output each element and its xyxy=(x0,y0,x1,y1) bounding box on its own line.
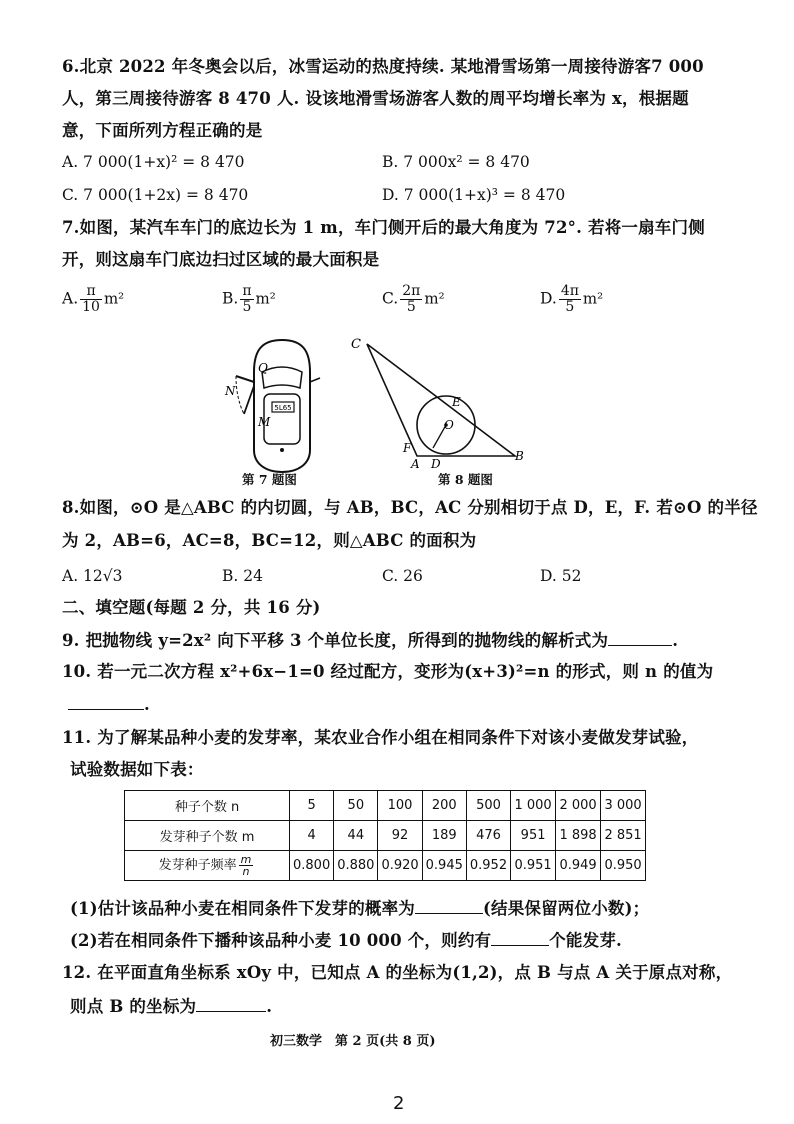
q12-line2: 则点 B 的坐标为 . xyxy=(70,997,273,1016)
figure-8-label-e: E xyxy=(452,395,461,409)
table-header-seeds: 种子个数 n xyxy=(125,791,290,821)
figure-7-label-m: M xyxy=(258,415,271,429)
q8-option-d: D. 52 xyxy=(540,567,582,585)
page-footer: 初三数学 第 2 页(共 8 页) xyxy=(270,1034,436,1049)
q6-option-c: C. 7 000(1+2x) = 8 470 xyxy=(62,186,249,204)
q6-option-b: B. 7 000x² = 8 470 xyxy=(382,153,530,171)
q9-text: 9. 把抛物线 y=2x² 向下平移 3 个单位长度，所得到的抛物线的解析式为 xyxy=(62,631,609,650)
q7-option-a: A. $\frac{\pi}{10}$ m² xyxy=(62,283,125,315)
table-row: 发芽种子频率 $\frac{m}{n}$ 0.800 0.880 0.920 0.945 0.952 0.951 0.949 0.950 xyxy=(125,851,646,881)
q10-answer-blank[interactable] xyxy=(68,693,144,710)
q9-answer-blank[interactable] xyxy=(608,629,672,646)
q12-answer-blank[interactable] xyxy=(196,995,266,1012)
q6-line2: 人，第三周接待游客 8 470 人. 设该地滑雪场游客人数的周平均增长率为 x，根据题 xyxy=(62,89,689,108)
q8-line2: 为 2，AB=6，AC=8，BC=12，则△ABC 的面积为 xyxy=(62,531,477,550)
table-row: 发芽种子个数 m 4 44 92 189 476 951 1 898 2 851 xyxy=(125,821,646,851)
q7-line2: 开，则这扇车门底边扫过区域的最大面积是 xyxy=(62,250,380,269)
q6-option-d: D. 7 000(1+x)³ = 8 470 xyxy=(382,186,566,204)
table-header-germinated: 发芽种子个数 m xyxy=(125,821,290,851)
q7-line1: 7.如图，某汽车车门的底边长为 1 m，车门侧开后的最大角度为 72°. 若将一扇车门侧 xyxy=(62,218,705,237)
q12-line1: 12. 在平面直角坐标系 xOy 中，已知点 A 的坐标为(1,2)，点 B 与点 A 关于原点对称， xyxy=(62,963,733,982)
q11-line2: 试验数据如下表： xyxy=(70,760,204,779)
q11-sub2: (2)若在相同条件下播种该品种小麦 10 000 个，则约有 个能发芽. xyxy=(70,931,622,950)
figure-7-plate: 5L65 xyxy=(274,404,292,412)
section-2-title: 二、填空题(每题 2 分，共 16 分) xyxy=(62,598,321,617)
q10-line2: . xyxy=(68,693,150,716)
figure-8-label-d: D xyxy=(431,457,441,471)
q7-option-d: D. $\frac{4\pi}{5}$ m² xyxy=(540,283,604,315)
q8-option-a: A. 12√3 xyxy=(62,567,123,585)
q11-sub1: (1)估计该品种小麦在相同条件下发芽的概率为 (结果保留两位小数)； xyxy=(70,899,650,918)
q7-option-b: B. $\frac{\pi}{5}$ m² xyxy=(222,283,276,315)
figure-8-caption: 第 8 题图 xyxy=(438,472,493,487)
q9-line: 9. 把抛物线 y=2x² 向下平移 3 个单位长度，所得到的抛物线的解析式为 . xyxy=(62,631,679,650)
figure-7-car xyxy=(222,332,342,482)
figure-8-label-c: C xyxy=(351,337,361,352)
figure-8-label-o: O xyxy=(444,418,454,432)
figure-7-label-q: Q xyxy=(258,361,268,375)
q11-line1: 11. 为了解某品种小麦的发芽率，某农业合作小组在相同条件下对该小麦做发芽试验， xyxy=(62,728,699,747)
q11-sub1-answer-blank[interactable] xyxy=(415,897,483,914)
figure-8-label-b: B xyxy=(515,449,524,463)
q11-sub2-answer-blank[interactable] xyxy=(491,929,549,946)
q7-option-c: C. $\frac{2\pi}{5}$ m² xyxy=(382,283,445,315)
q8-line1: 8.如图，⊙O 是△ABC 的内切圆，与 AB，BC，AC 分别相切于点 D，E，F. 若⊙O 的半径 xyxy=(62,498,758,517)
q6-line3: 意，下面所列方程正确的是 xyxy=(62,121,263,140)
q6-line1: 6.北京 2022 年冬奥会以后，冰雪运动的热度持续. 某地滑雪场第一周接待游客7 000 xyxy=(62,57,704,76)
page-number: 2 xyxy=(393,1093,405,1114)
figure-7-label-n: N xyxy=(225,384,236,398)
table-row: 种子个数 n 5 50 100 200 500 1 000 2 000 3 000 xyxy=(125,791,646,821)
figure-7-caption: 第 7 题图 xyxy=(242,472,297,487)
q8-option-b: B. 24 xyxy=(222,567,263,585)
q10-line1: 10. 若一元二次方程 x²+6x−1=0 经过配方，变形为(x+3)²=n 的形式，则 n 的值为 xyxy=(62,662,714,681)
figure-8-label-f: F xyxy=(403,441,412,455)
germination-table xyxy=(124,790,646,881)
figure-8-triangle xyxy=(345,332,530,472)
q6-option-a: A. 7 000(1+x)² = 8 470 xyxy=(62,153,245,171)
q8-option-c: C. 26 xyxy=(382,567,423,585)
figure-8-label-a: A xyxy=(411,457,420,471)
table-header-frequency: 发芽种子频率 $\frac{m}{n}$ xyxy=(125,851,290,881)
